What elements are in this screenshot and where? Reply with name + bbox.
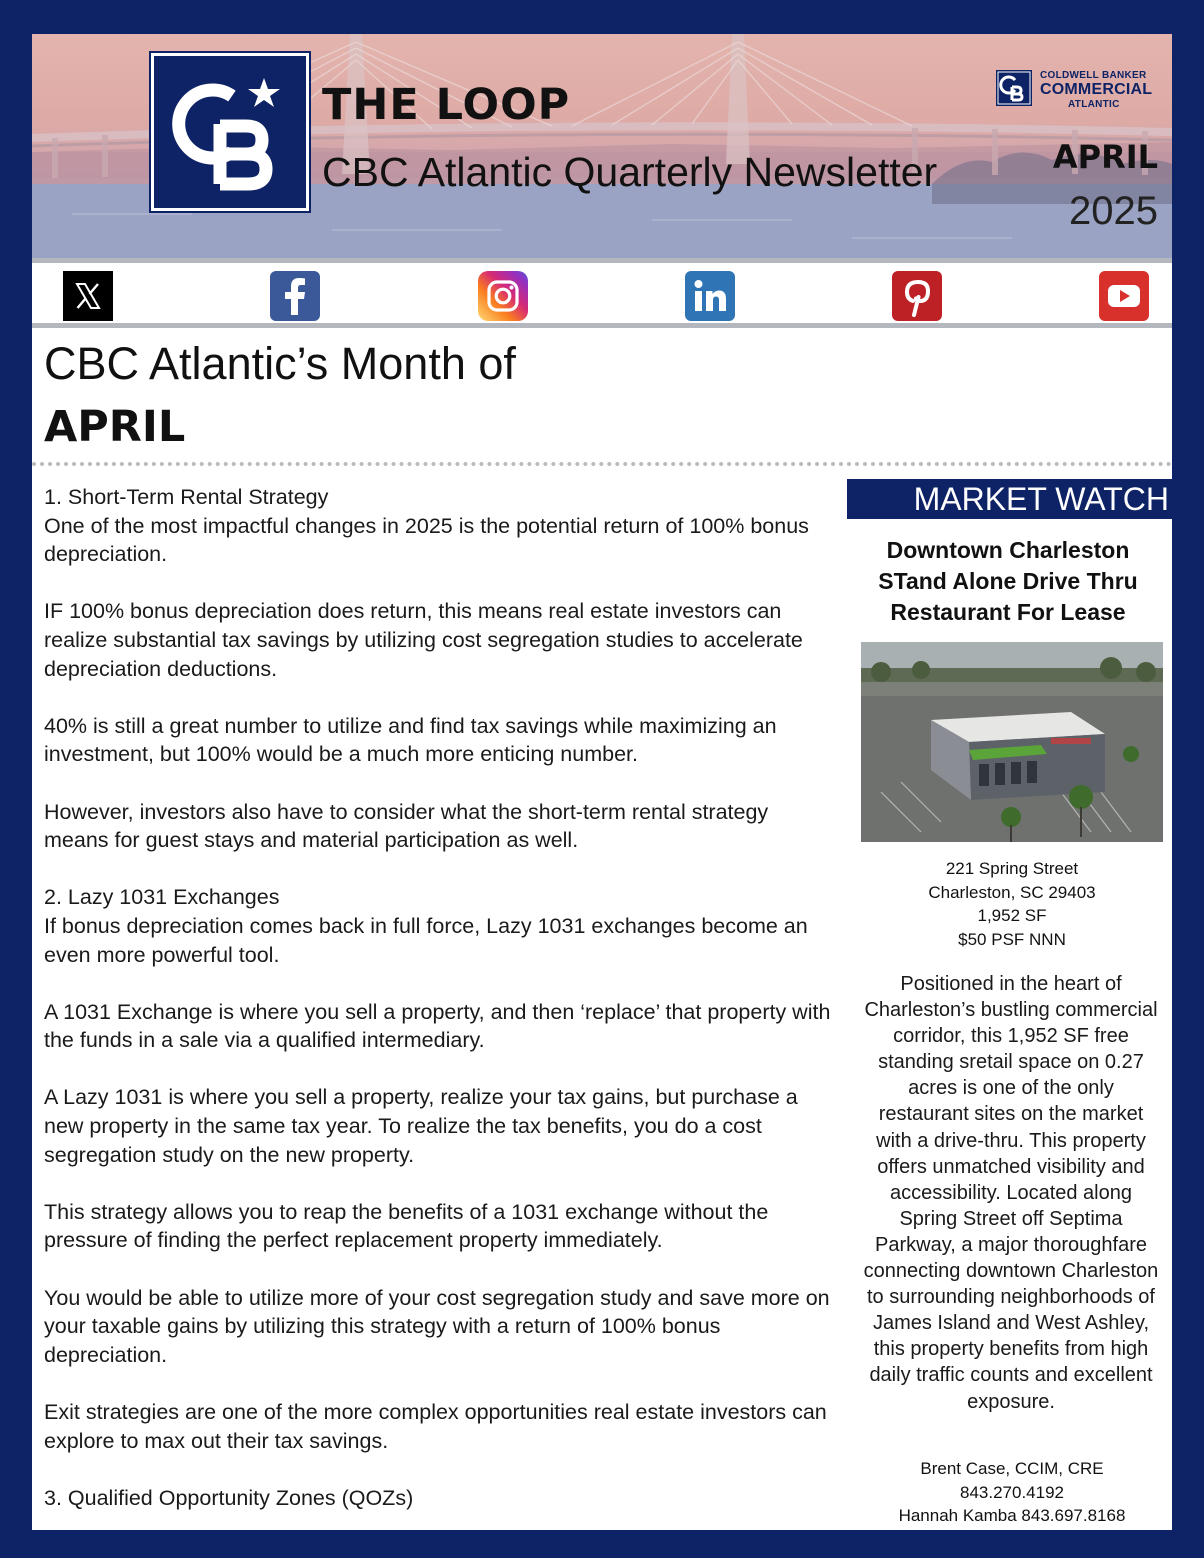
contact-1-name: Brent Case, CCIM, CRE (920, 1459, 1104, 1478)
dotted-divider (32, 462, 1172, 466)
x-icon[interactable] (63, 271, 113, 321)
property-description: Positioned in the heart of Charleston’s bustling commercial corridor, this 1,952 SF free standing sretail space on 0.27 acres is one of the only restaurant sites on the market with a drive-thru. This property offers unmatched visibility and accessibility. Located along Spring Street off Septima Parkway, a major thoroughfare connecting downtown Charleston to surrounding neighborhoods of James Island and West Ashley, this property benefits from high daily traffic counts and excellent exposure. (863, 973, 1159, 1413)
pinterest-icon[interactable] (892, 271, 942, 321)
address-line-1: 221 Spring Street (945, 859, 1079, 878)
paragraph: You would be able to utilize more of your cost segregation study and save more on your taxable gains by utilizing this strategy with a return of 100% bonus depreciation. (44, 1285, 830, 1367)
brand-line-3: ATLANTIC (1068, 99, 1120, 110)
section-heading: CBC Atlantic’s Month of (44, 338, 516, 389)
instagram-icon[interactable] (478, 271, 528, 321)
paragraph: 40% is still a great number to utilize and find tax savings while maximizing an investment, but 100% would be a much more enticing number. (44, 713, 777, 767)
paragraph: IF 100% bonus depreciation does return, this means real estate investors can realize substantial tax savings by utilizing cost segregation studies to accelerate depreciation deductions. (44, 599, 803, 681)
newsletter-subtitle: CBC Atlantic Quarterly Newsletter (322, 149, 938, 195)
cb-logo (151, 53, 309, 211)
section-2-title: 2. Lazy 1031 Exchanges (44, 885, 280, 910)
section-3-title: 3. Qualified Opportunity Zones (QOZs) (44, 1485, 414, 1510)
address-line-2: Charleston, SC 29403 (928, 882, 1096, 902)
newsletter-title: THE LOOP (322, 80, 571, 130)
brand-line-1: COLDWELL BANKER (1040, 70, 1147, 81)
issue-month: APRIL (1052, 138, 1158, 176)
youtube-icon[interactable] (1099, 271, 1149, 321)
coldwell-banker-commercial-logo (996, 68, 1158, 112)
market-watch-sidebar (847, 479, 1172, 1529)
property-size: 1,952 SF (977, 906, 1047, 925)
brand-line-2: COMMERCIAL (1040, 81, 1153, 98)
property-photo (861, 642, 1163, 842)
market-watch-label: MARKET WATCH (847, 479, 1172, 519)
listing-contacts (857, 1457, 1167, 1528)
social-links-bar (32, 258, 1172, 328)
paragraph: However, investors also have to consider what the short-term rental strategy means for guest stays and material participation as well. (44, 799, 769, 853)
listing-title: Downtown Charleston STand Alone Drive Thru Restaurant For Lease (878, 537, 1138, 625)
paragraph: One of the most impactful changes in 2025 is the potential return of 100% bonus depreciation. (44, 513, 809, 567)
paragraph: Exit strategies are one of the more complex opportunities real estate investors can explore to max out their tax savings. (44, 1400, 827, 1453)
linkedin-icon[interactable] (685, 271, 735, 321)
cb-brand-mark-icon (996, 70, 1032, 106)
contact-1-phone: 843.270.4192 (960, 1482, 1064, 1502)
paragraph: If bonus depreciation comes back in full force, Lazy 1031 exchanges become an even more powerful tool. (44, 913, 808, 967)
facebook-icon[interactable] (270, 271, 320, 321)
contact-2: Hannah Kamba 843.697.8168 (898, 1506, 1126, 1525)
paragraph: A 1031 Exchange is where you sell a property, and then ‘replace’ that property with the funds in a sale via a qualified intermediary. (44, 999, 831, 1053)
section-heading-month: APRIL (44, 402, 186, 452)
property-price: $50 PSF NNN (958, 929, 1066, 949)
paragraph: This strategy allows you to reap the benefits of a 1031 exchange without the pressure of finding the perfect replacement property immediately. (44, 1199, 769, 1253)
property-address (857, 857, 1167, 951)
main-article (44, 483, 834, 1512)
section-1-title: 1. Short-Term Rental Strategy (44, 485, 329, 509)
newsletter-page (32, 34, 1172, 1530)
header-banner (32, 34, 1172, 258)
issue-year: 2025 (1069, 189, 1158, 233)
paragraph: A Lazy 1031 is where you sell a property, realize your tax gains, but purchase a new property in the same tax year. To realize the tax benefits, you do a cost segregation study on the new property. (44, 1085, 798, 1167)
